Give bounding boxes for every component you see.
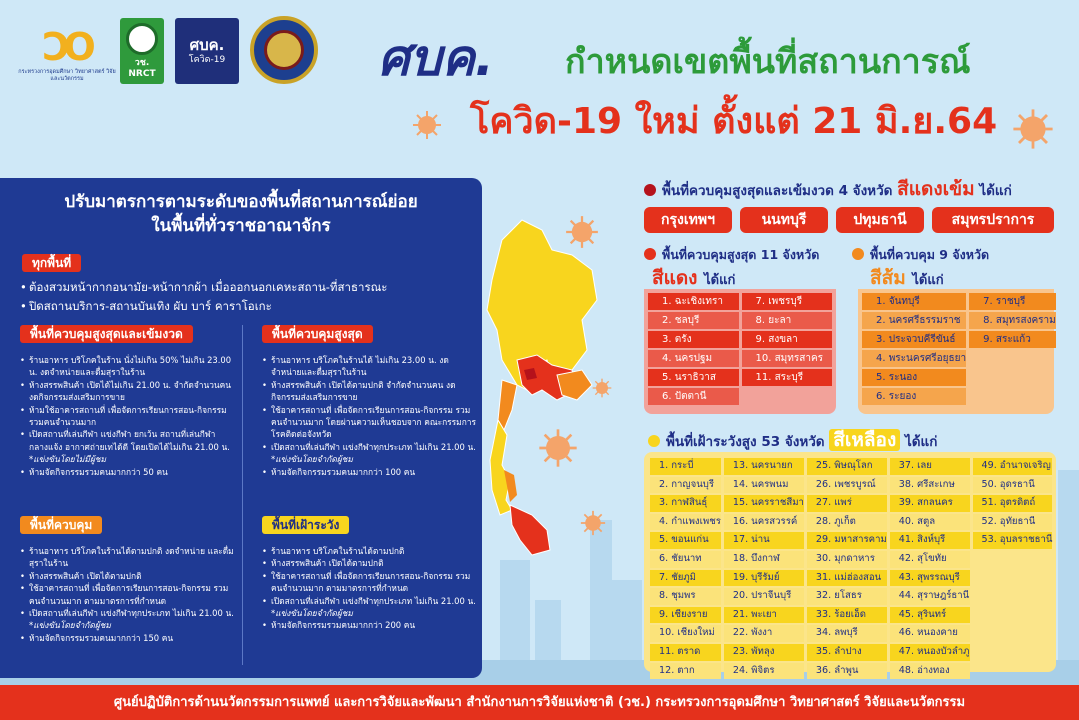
province-cell: 13. นครนายก: [724, 458, 804, 475]
rule-note: *แข่งขันโดยจำกัดผู้ชม: [271, 454, 353, 465]
rule-item: • ห้ามจัดกิจกรรมรวมคนมากกว่า 50 คน: [20, 466, 236, 478]
province-cell: 2. ชลบุรี: [648, 312, 739, 329]
orange-zone-heading: พื้นที่ควบคุม 9 จังหวัด: [852, 244, 989, 266]
province-cell: 52. อุทัยธานี: [973, 514, 1053, 531]
province-cell: 12. ตาก: [650, 663, 721, 680]
measures-title-line1: ปรับมาตรการตามระดับของพื้นที่สถานการณ์ย่อย: [64, 192, 418, 212]
province-cell: 9. เชียงราย: [650, 607, 721, 624]
province-cell: 1. ฉะเชิงเทรา: [648, 293, 739, 310]
nrct-logo-caption: วช. NRCT: [128, 57, 156, 79]
province-cell: 9. สระแก้ว: [969, 331, 1056, 348]
province-cell: 47. หนองบัวลำภู: [890, 644, 970, 661]
rule-item: • ใช้อาคารสถานที่ เพื่อจัดการเรียนการสอน-กิจกรรม รวมคนจำนวนมาก ตามมาตรการที่กำหนด: [262, 570, 476, 595]
province-cell: 35. ลำปาง: [807, 644, 887, 661]
province-cell: 1. จันทบุรี: [862, 293, 966, 310]
dark-red-province: ปทุมธานี: [836, 207, 924, 233]
province-cell: 10. สมุทรสาคร: [742, 350, 833, 367]
province-cell: 7. ชัยภูมิ: [650, 570, 721, 587]
province-cell: 8. ชุมพร: [650, 588, 721, 605]
orange-zone-rules: [20, 545, 236, 644]
rule-item: • ห้างสรรพสินค้า เปิดได้ตามปกติ: [262, 557, 476, 569]
rule-item: • ร้านอาหาร บริโภคในร้านได้ตามปกติ: [262, 545, 476, 557]
orange-zone-label: พื้นที่ควบคุม: [20, 516, 102, 534]
province-cell: 43. สุพรรณบุรี: [890, 570, 970, 587]
red-zone-label: พื้นที่ควบคุมสูงสุด: [262, 325, 373, 343]
red-zone-heading: พื้นที่ควบคุมสูงสุด 11 จังหวัด: [644, 244, 819, 266]
province-cell: 8. สมุทรสงคราม: [969, 312, 1056, 329]
province-cell: [973, 551, 1053, 568]
footer-credit: ศูนย์ปฏิบัติการด้านนวัตกรรมการแพทย์ และการวิจัยและพัฒนา สำนักงานการวิจัยแห่งชาติ (วช.) กระทรวงการอุดมศึกษา วิทยาศาสตร์ วิจัยและนวัตกรรม: [0, 685, 1079, 720]
province-cell: 5. นราธิวาส: [648, 369, 739, 386]
title-main: ศบค.: [378, 29, 494, 87]
rule-item: • ปิดสถานบริการ-สถานบันเทิง ผับ บาร์ คาราโอเกะ: [20, 297, 480, 316]
virus-icon: [1012, 108, 1054, 150]
rule-note: *แข่งขันโดยจำกัดผู้ชม: [271, 608, 353, 619]
thailand-zone-map: [462, 210, 602, 560]
measures-title-line2: ในพื้นที่ทั่วราชอาณาจักร: [151, 216, 331, 236]
province-cell: 50. อุดรธานี: [973, 477, 1053, 494]
province-cell: 11. สระบุรี: [742, 369, 833, 386]
province-cell: 39. สกลนคร: [890, 495, 970, 512]
province-cell: 4. พระนครศรีอยุธยา: [862, 350, 966, 367]
dark-red-zone-label: พื้นที่ควบคุมสูงสุดและเข้มงวด: [20, 325, 193, 343]
province-cell: [973, 644, 1053, 661]
province-cell: 49. อำนาจเจริญ: [973, 458, 1053, 475]
rule-item: • เปิดสถานที่เล่นกีฬา แข่งกีฬา ยกเว้น สถานที่เล่นกีฬา กลางแจ้ง อากาศถ่ายเทได้ดี โดยเปิดได้ไม่เกิน 21.00 น. *แข่งขันโดยไม่มีผู้ชม: [20, 428, 236, 465]
province-cell: 48. อ่างทอง: [890, 663, 970, 680]
yellow-zone-rules: [262, 545, 476, 632]
province-cell: 20. ปราจีนบุรี: [724, 588, 804, 605]
rule-item: • เปิดสถานที่เล่นกีฬา แข่งกีฬาทุกประเภท ไม่เกิน 21.00 น. *แข่งขันโดยจำกัดผู้ชม: [262, 441, 476, 466]
province-cell: 38. ศรีสะเกษ: [890, 477, 970, 494]
province-cell: 3. ตรัง: [648, 331, 739, 348]
province-cell: [973, 588, 1053, 605]
province-cell: 24. พิจิตร: [724, 663, 804, 680]
orange-dot-icon: [852, 248, 864, 260]
dark-red-zone-heading: พื้นที่ควบคุมสูงสุดและเข้มงวด 4 จังหวัด สีแดงเข้ม ได้แก่: [644, 178, 1012, 202]
province-cell: 27. แพร่: [807, 495, 887, 512]
province-cell: 9. สงขลา: [742, 331, 833, 348]
measures-panel-title: [0, 190, 482, 238]
province-cell: [969, 369, 1056, 386]
rule-note: *แข่งขันโดยจำกัดผู้ชม: [29, 620, 111, 631]
province-cell: [973, 625, 1053, 642]
rule-item: • ต้องสวมหน้ากากอนามัย-หน้ากากผ้า เมื่อออกนอกเคหะสถาน-ที่สาธารณะ: [20, 278, 480, 297]
cmc-logo: [175, 18, 239, 84]
province-cell: 4. กำแพงเพชร: [650, 514, 721, 531]
province-cell: 40. สตูล: [890, 514, 970, 531]
title-sub2: โควิด-19 ใหม่ ตั้งแต่ 21 มิ.ย.64: [470, 101, 998, 142]
province-cell: 15. นครราชสีมา: [724, 495, 804, 512]
all-areas-label: ทุกพื้นที่: [22, 254, 81, 272]
province-cell: 23. พัทลุง: [724, 644, 804, 661]
province-cell: 3. ประจวบคีรีขันธ์: [862, 331, 966, 348]
cmc-logo-line2: โควิด-19: [188, 55, 226, 65]
province-cell: 4. นครปฐม: [648, 350, 739, 367]
rule-item: • ใช้อาคารสถานที่ เพื่อจัดการเรียนการสอน-กิจกรรม รวมคนจำนวนมาก โดยผ่านความเห็นชอบจาก คณะกรรมการโรคติดต่อจังหวัด: [262, 404, 476, 441]
province-cell: 34. ลพบุรี: [807, 625, 887, 642]
orange-province-grid: [862, 293, 1056, 405]
province-cell: 8. ยะลา: [742, 312, 833, 329]
province-cell: 7. เพชรบุรี: [742, 293, 833, 310]
province-cell: 32. ยโสธร: [807, 588, 887, 605]
province-cell: 5. ระนอง: [862, 369, 966, 386]
title-sub1: กำหนดเขตพื้นที่สถานการณ์: [565, 42, 971, 82]
province-cell: 17. น่าน: [724, 532, 804, 549]
province-cell: 42. สุโขทัย: [890, 551, 970, 568]
rule-item: • ร้านอาหาร บริโภคในร้านได้ตามปกติ งดจำหน่าย และดื่มสุราในร้าน: [20, 545, 236, 570]
dark-red-province: นนทบุรี: [740, 207, 828, 233]
nrct-logo: [120, 18, 164, 84]
province-cell: 3. กาฬสินธุ์: [650, 495, 721, 512]
province-cell: 36. ลำพูน: [807, 663, 887, 680]
province-cell: 46. หนองคาย: [890, 625, 970, 642]
red-province-grid: [648, 293, 832, 405]
province-cell: 28. ภูเก็ต: [807, 514, 887, 531]
rule-item: • เปิดสถานที่เล่นกีฬา แข่งกีฬาทุกประเภท ไม่เกิน 21.00 น. *แข่งขันโดยจำกัดผู้ชม: [20, 607, 236, 632]
virus-icon: [412, 110, 442, 140]
dark-red-dot-icon: [644, 184, 656, 196]
rule-item: • ห้ามจัดกิจกรรมรวมคนมากกว่า 200 คน: [262, 619, 476, 631]
province-cell: 6. ชัยนาท: [650, 551, 721, 568]
province-cell: 41. สิงห์บุรี: [890, 532, 970, 549]
dark-red-zone-rules: [20, 354, 236, 478]
province-cell: 33. ร้อยเอ็ด: [807, 607, 887, 624]
rule-item: • ร้านอาหาร บริโภคในร้าน นั่งไม่เกิน 50% ไม่เกิน 23.00 น. งดจำหน่ายและดื่มสุราในร้าน: [20, 354, 236, 379]
province-cell: 6. ระยอง: [862, 388, 966, 405]
province-cell: 53. อุบลราชธานี: [973, 532, 1053, 549]
province-cell: 51. อุตรดิตถ์: [973, 495, 1053, 512]
province-cell: 30. มุกดาหาร: [807, 551, 887, 568]
province-cell: 31. แม่ฮ่องสอน: [807, 570, 887, 587]
column-divider: [242, 325, 243, 665]
province-cell: 37. เลย: [890, 458, 970, 475]
government-seal-logo: [250, 16, 318, 84]
rule-item: • ห้ามจัดกิจกรรมรวมคนมากกว่า 150 คน: [20, 632, 236, 644]
province-cell: 22. พังงา: [724, 625, 804, 642]
province-cell: 18. บึงกาฬ: [724, 551, 804, 568]
province-cell: 26. เพชรบูรณ์: [807, 477, 887, 494]
rule-item: • เปิดสถานที่เล่นกีฬา แข่งกีฬาทุกประเภท ไม่เกิน 21.00 น. *แข่งขันโดยจำกัดผู้ชม: [262, 595, 476, 620]
all-areas-rules: [20, 278, 480, 316]
province-cell: 7. ราชบุรี: [969, 293, 1056, 310]
cmc-logo-line1: ศบค.: [189, 36, 225, 54]
red-zone-rules: [262, 354, 476, 478]
rule-item: • ใช้อาคารสถานที่ เพื่อจัดการเรียนการสอน-กิจกรรม รวมคนจำนวนมาก ตามมาตรการที่กำหนด: [20, 582, 236, 607]
province-cell: 19. บุรีรัมย์: [724, 570, 804, 587]
mhesi-logo: ϽO กระทรวงการอุดมศึกษา วิทยาศาสตร์ วิจัยและนวัตกรรม: [18, 25, 116, 82]
dark-red-province: กรุงเทพฯ: [644, 207, 732, 233]
province-cell: [973, 607, 1053, 624]
rule-note: *แข่งขันโดยไม่มีผู้ชม: [29, 454, 107, 465]
province-cell: [742, 388, 833, 405]
province-cell: 21. พะเยา: [724, 607, 804, 624]
dark-red-color-word: สีแดงเข้ม: [897, 178, 975, 200]
yellow-province-grid: [650, 458, 1053, 679]
rule-item: • ห้ามใช้อาคารสถานที่ เพื่อจัดการเรียนการสอน-กิจกรรม รวมคนจำนวนมาก: [20, 404, 236, 429]
province-cell: 2. กาญจนบุรี: [650, 477, 721, 494]
red-color-word-row: สีแดง ได้แก่: [652, 267, 736, 289]
mhesi-logo-caption: กระทรวงการอุดมศึกษา วิทยาศาสตร์ วิจัยและนวัตกรรม: [18, 69, 116, 82]
province-cell: 14. นครพนม: [724, 477, 804, 494]
yellow-zone-label: พื้นที่เฝ้าระวัง: [262, 516, 349, 534]
province-cell: 25. พิษณุโลก: [807, 458, 887, 475]
rule-item: • ร้านอาหาร บริโภคในร้านได้ ไม่เกิน 23.00 น. งดจำหน่ายและดื่มสุราในร้าน: [262, 354, 476, 379]
yellow-dot-icon: [648, 435, 660, 447]
province-cell: 2. นครศรีธรรมราช: [862, 312, 966, 329]
province-cell: [973, 570, 1053, 587]
orange-color-word-row: สีส้ม ได้แก่: [870, 267, 944, 289]
rule-item: • ห้างสรรพสินค้า เปิดได้ไม่เกิน 21.00 น. จำกัดจำนวนคน งดกิจกรรมส่งเสริมการขาย: [20, 379, 236, 404]
rule-item: • ห้างสรรพสินค้า เปิดได้ตามปกติ จำกัดจำนวนคน งดกิจกรรมส่งเสริมการขาย: [262, 379, 476, 404]
province-cell: [969, 388, 1056, 405]
province-cell: 16. นครสวรรค์: [724, 514, 804, 531]
province-cell: [969, 350, 1056, 367]
province-cell: 10. เชียงใหม่: [650, 625, 721, 642]
province-cell: 5. ขอนแก่น: [650, 532, 721, 549]
yellow-color-word: สีเหลือง: [829, 429, 900, 451]
province-cell: [973, 663, 1053, 680]
province-cell: 29. มหาสารคาม: [807, 532, 887, 549]
rule-item: • ห้ามจัดกิจกรรมรวมคนมากกว่า 100 คน: [262, 466, 476, 478]
red-dot-icon: [644, 248, 656, 260]
province-cell: 45. สุรินทร์: [890, 607, 970, 624]
province-cell: 44. สุราษฎร์ธานี: [890, 588, 970, 605]
province-cell: 11. ตราด: [650, 644, 721, 661]
yellow-zone-heading: พื้นที่เฝ้าระวังสูง 53 จังหวัด สีเหลือง ได้แก่: [648, 429, 937, 453]
rule-item: • ห้างสรรพสินค้า เปิดได้ตามปกติ: [20, 570, 236, 582]
province-cell: 1. กระบี่: [650, 458, 721, 475]
province-cell: 6. ปัตตานี: [648, 388, 739, 405]
dark-red-province: สมุทรปราการ: [932, 207, 1054, 233]
